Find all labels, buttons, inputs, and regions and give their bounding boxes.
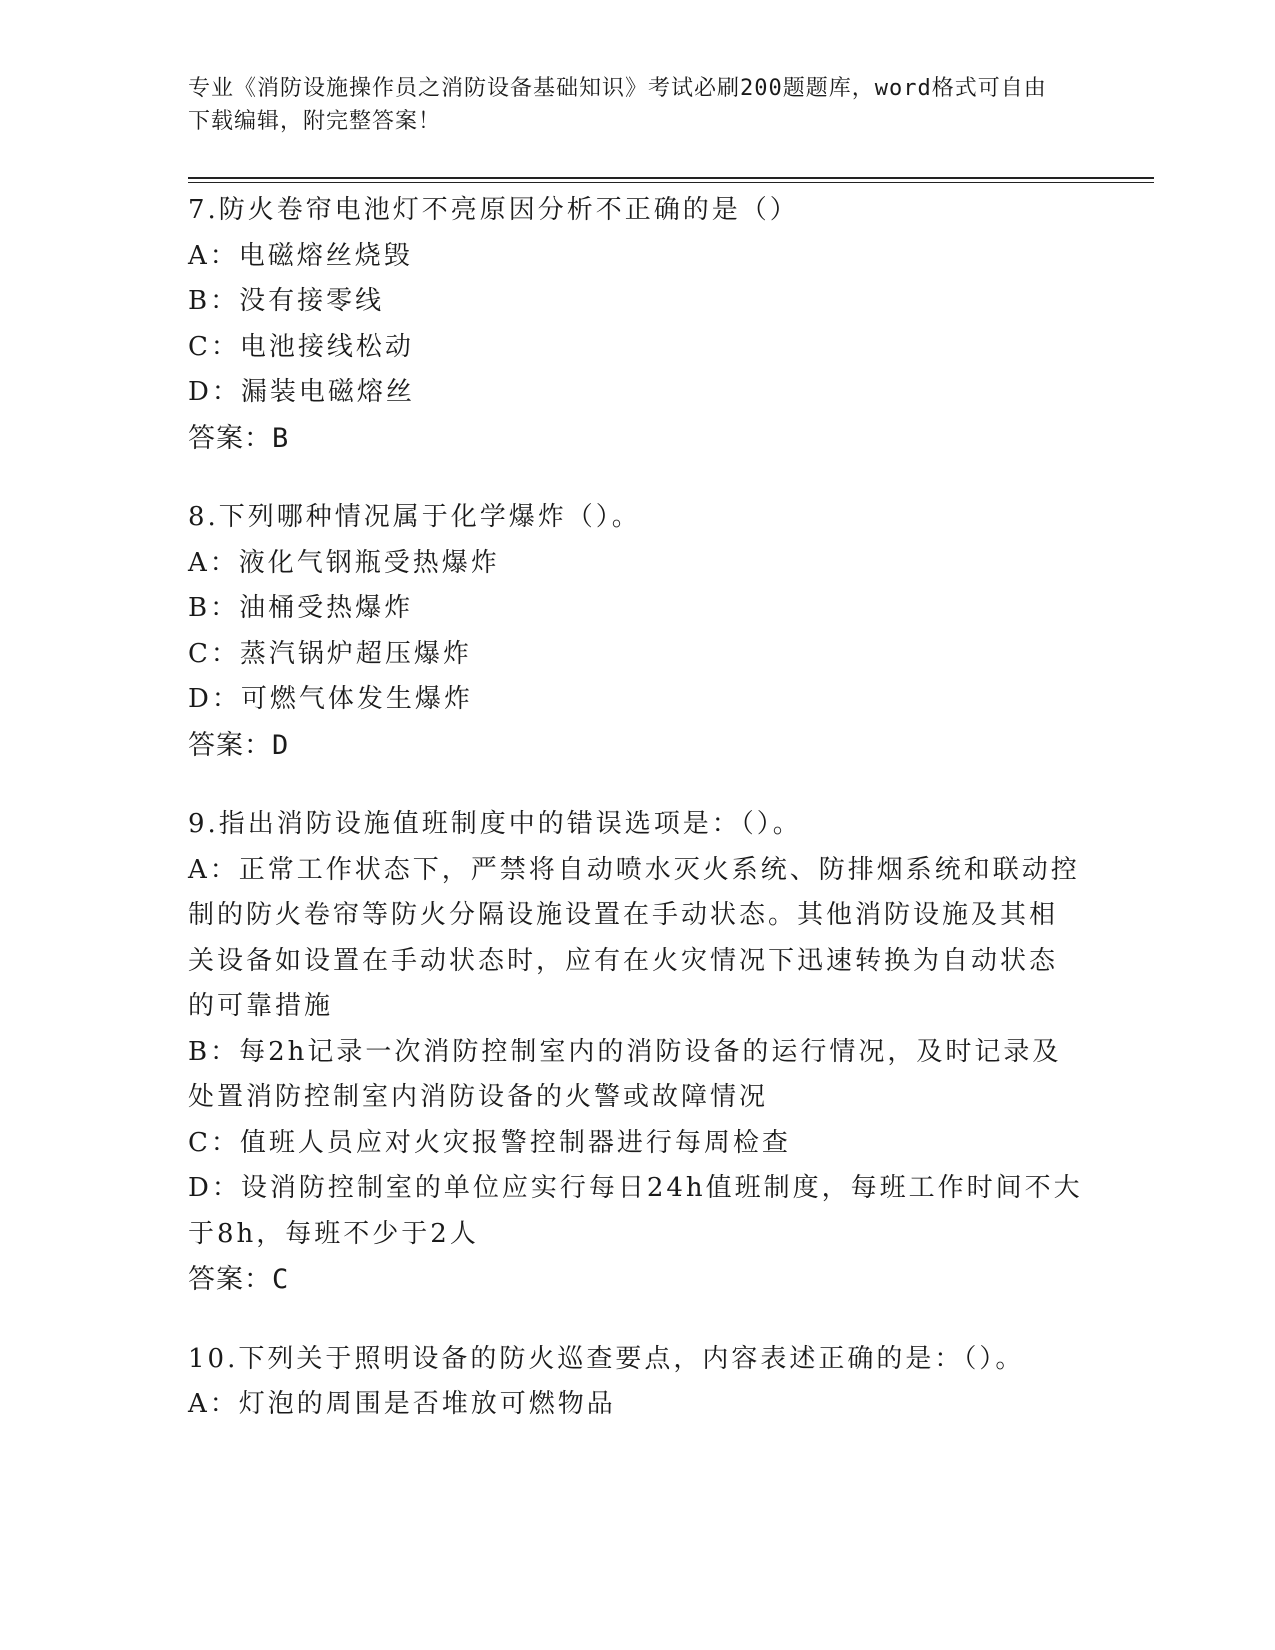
option-a: A：液化气钢瓶受热爆炸 xyxy=(188,547,500,578)
option-a: A：灯泡的周围是否堆放可燃物品 xyxy=(188,1389,616,1419)
option-d: D：可燃气体发生爆炸 xyxy=(188,684,473,714)
document-header: 专业《消防设施操作员之消防设备基础知识》考试必刷200题题库，word格式可自由下载编辑，附完整答案！ xyxy=(188,76,1047,134)
option-c: C：蒸汽锅炉超压爆炸 xyxy=(188,638,472,669)
option-d: D：设消防控制室的单位应实行每日24h值班制度，每班工作时间不大于8h，每班不少于2人 xyxy=(188,1173,1083,1249)
header-rule-thick xyxy=(188,177,1154,179)
option-b: B：每2h记录一次消防控制室内的消防设备的运行情况，及时记录及处置消防控制室内消防设备的火警或故障情况 xyxy=(188,1036,1062,1112)
option-b: B：油桶受热爆炸 xyxy=(188,593,414,623)
option-a: A：电磁熔丝烧毁 xyxy=(188,240,413,271)
question-9 xyxy=(188,802,1083,1303)
option-c: C：值班人员应对火灾报警控制器进行每周检查 xyxy=(188,1127,791,1158)
question-stem: 10.下列关于照明设备的防火巡查要点，内容表述正确的是：（）。 xyxy=(188,1343,1025,1374)
question-8 xyxy=(188,495,1083,768)
question-stem: 9.指出消防设施值班制度中的错误选项是：（）。 xyxy=(188,809,802,839)
option-b: B：没有接零线 xyxy=(188,286,385,316)
answer-line: 答案：D xyxy=(188,729,290,761)
question-stem: 7.防火卷帘电池灯不亮原因分析不正确的是（） xyxy=(188,195,799,225)
question-list xyxy=(188,188,1083,1462)
option-c: C：电池接线松动 xyxy=(188,331,414,362)
question-stem: 8.下列哪种情况属于化学爆炸（）。 xyxy=(188,502,641,532)
question-7 xyxy=(188,188,1083,461)
answer-line: 答案：B xyxy=(188,422,290,454)
header-rule-thin xyxy=(188,182,1154,183)
option-d: D：漏装电磁熔丝 xyxy=(188,377,415,407)
question-10 xyxy=(188,1337,1083,1428)
option-a: A：正常工作状态下，严禁将自动喷水灭火系统、防排烟系统和联动控制的防火卷帘等防火分隔设施设置在手动状态。其他消防设施及其相关设备如设置在手动状态时，应有在火灾情况下迅速转换为自动状态的可靠措施 xyxy=(188,854,1080,1021)
answer-line: 答案：C xyxy=(188,1264,290,1295)
